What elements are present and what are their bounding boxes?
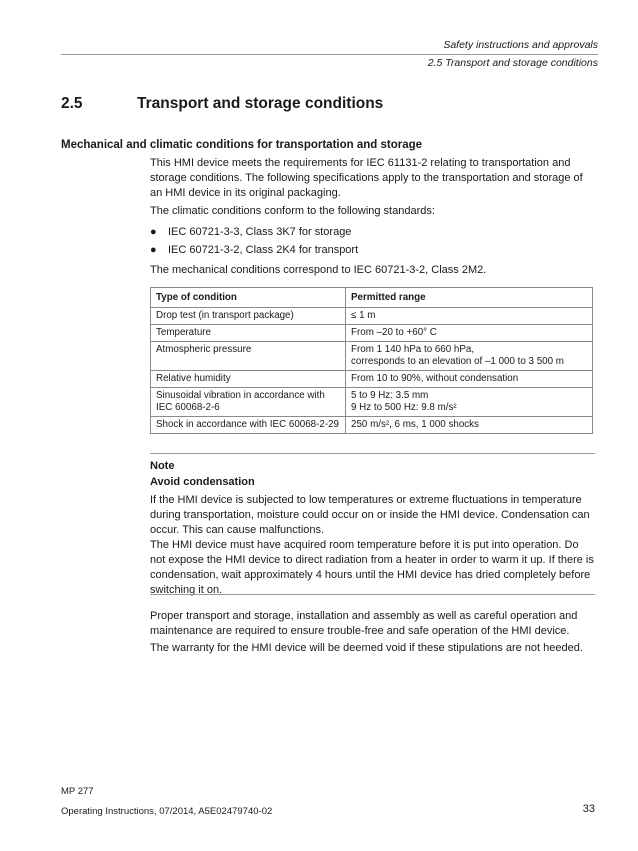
header-section: 2.5 Transport and storage conditions (427, 57, 598, 69)
footer-doc-info: Operating Instructions, 07/2014, A5E02479740-02 (61, 806, 273, 817)
mechanical-text: The mechanical conditions correspond to IEC 60721-3-2, Class 2M2. (150, 264, 487, 276)
note-title: Avoid condensation (150, 476, 255, 488)
note-paragraph-2: The HMI device must have acquired room temperature before it is put into operation. Do not expose the HMI device to direct radiation from a heater in order to warm it up. If there is condensation, wait approximately 4 hours until the HMI device has dried completely before switching it on. (150, 539, 594, 596)
note-top-rule (150, 453, 595, 454)
note-paragraph-1: If the HMI device is subjected to low temperatures or extreme fluctuations in temperature during transportation, moisture could occur on or inside the HMI device. Condensation can occur. This can cause malfunctions. (150, 494, 590, 536)
table-row (151, 308, 593, 325)
table-cell (151, 388, 346, 417)
bullet-item (150, 225, 351, 240)
conditions-table (150, 287, 593, 434)
cell-line: 9 Hz to 500 Hz: 9.8 m/s² (351, 402, 457, 413)
section-number: 2.5 (61, 95, 83, 112)
table-cell: From –20 to +60° C (346, 325, 593, 342)
table-row (151, 417, 593, 434)
table-row (151, 388, 593, 417)
table-cell: Atmospheric pressure (151, 342, 346, 371)
bullet-text: IEC 60721-3-3, Class 3K7 for storage (168, 226, 352, 238)
cell-line: IEC 60068-2-6 (156, 402, 220, 413)
table-cell: Drop test (in transport package) (151, 308, 346, 325)
closing-paragraph-1: Proper transport and storage, installation and assembly as well as careful operation and maintenance are required to ensure trouble-free and safe operation of the HMI device. (150, 610, 578, 637)
header-chapter: Safety instructions and approvals (443, 39, 598, 51)
table-cell: Temperature (151, 325, 346, 342)
table-cell: 250 m/s², 6 ms, 1 000 shocks (346, 417, 593, 434)
table-cell: Shock in accordance with IEC 60068-2-29 (151, 417, 346, 434)
table-row (151, 325, 593, 342)
footer-product: MP 277 (61, 786, 94, 797)
bullet-item (150, 243, 358, 258)
bullet-icon: ● (150, 226, 157, 238)
table-cell (346, 342, 593, 371)
bullet-text: IEC 60721-3-2, Class 2K4 for transport (168, 244, 359, 256)
table-row (151, 342, 593, 371)
table-cell: ≤ 1 m (346, 308, 593, 325)
cell-line: Sinusoidal vibration in accordance with (156, 390, 325, 401)
column-header: Permitted range (346, 288, 593, 308)
page-number: 33 (582, 803, 595, 815)
table-header-row (151, 288, 593, 308)
intro-text: This HMI device meets the requirements for IEC 61131-2 relating to transportation and storage conditions. The following specifications apply to the transportation and storage of an HMI device in its original packaging. (150, 157, 583, 199)
note-bottom-rule (150, 594, 595, 595)
cell-line: 5 to 9 Hz: 3.5 mm (351, 390, 429, 401)
table-cell (346, 388, 593, 417)
header-rule (61, 54, 598, 55)
table-row (151, 371, 593, 388)
climatic-intro: The climatic conditions conform to the following standards: (150, 205, 435, 217)
table-cell: Relative humidity (151, 371, 346, 388)
closing-paragraph-2: The warranty for the HMI device will be deemed void if these stipulations are not heeded. (150, 642, 583, 654)
cell-line: From 1 140 hPa to 660 hPa, (351, 344, 475, 355)
note-label: Note (150, 460, 175, 472)
column-header: Type of condition (151, 288, 346, 308)
table-cell: From 10 to 90%, without condensation (346, 371, 593, 388)
bullet-icon: ● (150, 244, 157, 256)
section-title: Transport and storage conditions (137, 95, 384, 112)
cell-line: corresponds to an elevation of –1 000 to 3 500 m (351, 356, 564, 367)
subheading: Mechanical and climatic conditions for transportation and storage (61, 139, 423, 151)
intro-paragraph (150, 156, 595, 201)
